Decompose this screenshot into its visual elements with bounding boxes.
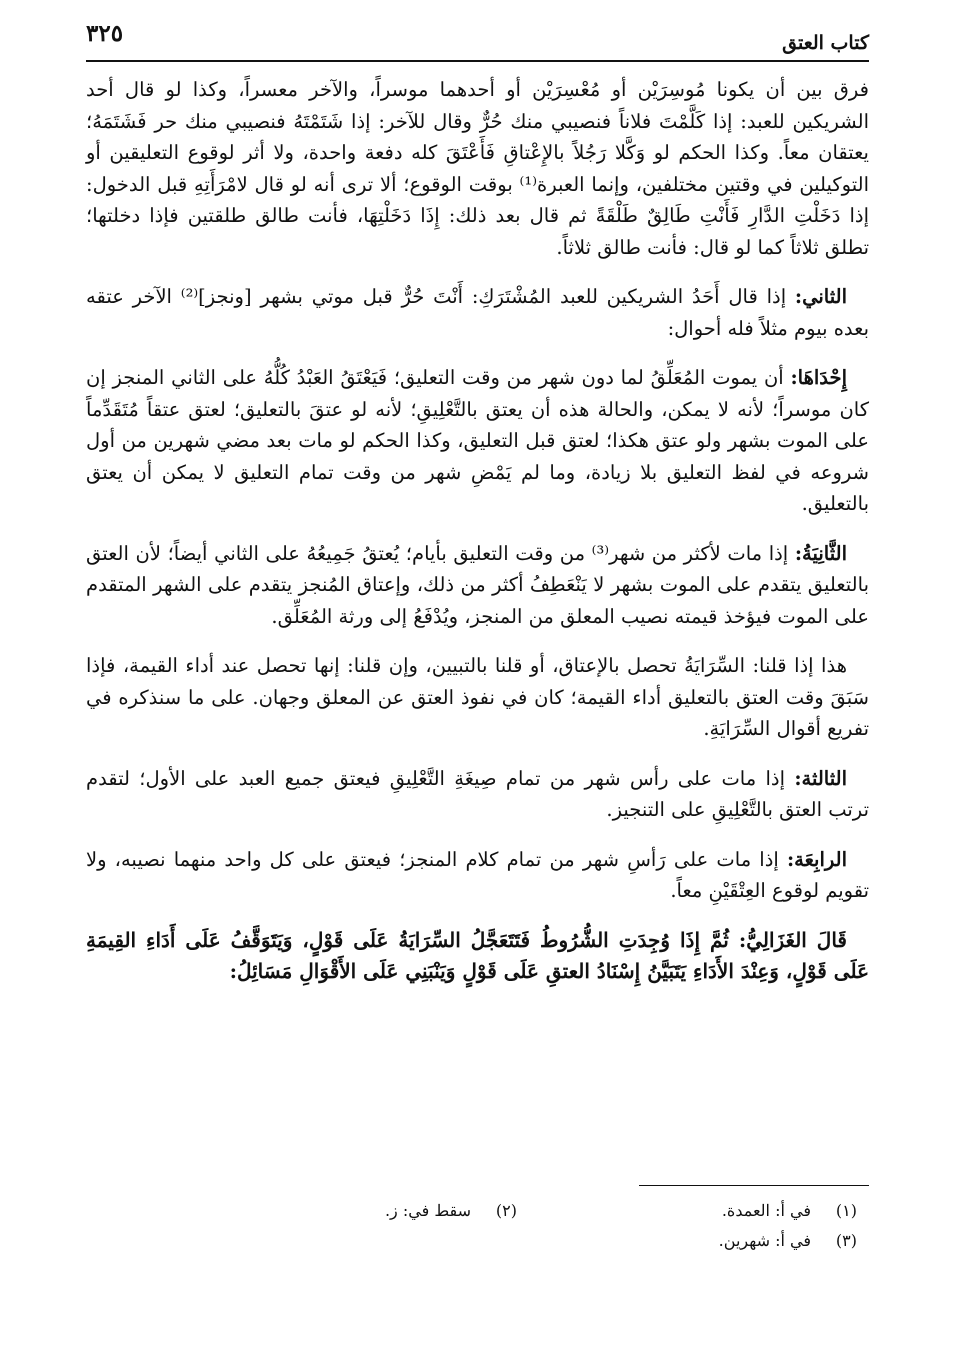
section-text: هذا إذا قلنا: السِّرَايَةُ تحصل بالإعتاق، أو قلنا بالتبيين، وإن قلنا: إنها تحصل عند أداء القيمة، فإذا سَبَقَ وقت العتق بالتعليق أداء القيمة؛ كان في نفوذ العتق عن المعلق وجهان. على ما سنذكره في تفريع أقوال السِّرَايَةِ. xyxy=(86,654,869,740)
footnotes xyxy=(86,1196,857,1256)
section-paragraph xyxy=(86,763,869,826)
footnote xyxy=(517,1196,857,1226)
footnote-text: في أ: شهرين. xyxy=(718,1231,811,1250)
footnote-row xyxy=(86,1196,857,1226)
footnote-text: في أ: العمدة. xyxy=(721,1201,811,1220)
section-paragraph xyxy=(86,650,869,745)
footnote-number: (٢) xyxy=(495,1201,517,1220)
section-heading: الثَّانِيَةُ: xyxy=(794,541,847,565)
section-paragraph xyxy=(86,538,869,633)
footnote-row xyxy=(86,1226,857,1256)
section-paragraph xyxy=(86,844,869,907)
section-heading: الثاني: xyxy=(794,285,847,308)
section-paragraph xyxy=(86,281,869,344)
footnote xyxy=(517,1226,857,1256)
main-text xyxy=(86,74,869,1006)
chapter-title: كتاب العتق xyxy=(782,32,869,54)
section-paragraph xyxy=(86,362,869,520)
footnote-text: سقط في: ز. xyxy=(384,1201,471,1220)
section-text: إذا مات على رأس شهر من تمام صِيغَةِ التَّعْلِيقِ فيعتق جميع العبد على الأول؛ لتقدم ترتب العتق بالتَّعْلِيقِ على التنجيز. xyxy=(86,766,869,821)
section-text: إذا قال أَحَدُ الشريكين للعبد المُشْتَرَكِ: أَنْتَ حُرٌّ قبل موتي بشهر [ونجز]⁽²⁾ الآخر عتقه بعده بيوم مثلاً فله أحوال: xyxy=(86,285,869,340)
section-heading: الثالثة: xyxy=(794,766,847,790)
footnote-number: (١) xyxy=(835,1201,857,1220)
section-heading: الرابِعَة: xyxy=(786,847,847,871)
page-number: ٣٢٥ xyxy=(86,20,124,47)
section-heading: إِحْدَاهَا: xyxy=(790,366,847,389)
ghazali-quote: قَالَ الغَزَالِيُّ: ثُمَّ إِذَا وُجِدَتِ الشُّرُوطُ فَتَتَعَجَّلُ السِّرَايَةُ عَلَى قَوْلٍ، وَيَتَوَقَّفُ عَلَى أَدَاءِ القِيمَةِ عَلَى قَوْلٍ، وَعِنْدَ الأَدَاءِ يَتَبَيَّنُ إِسْنَادُ العتقِ عَلَى قَوْلٍ وَيَنْبَنِي عَلَى الأَقْوَالِ مَسَائِلُ: xyxy=(86,927,869,983)
section-text: إذا مات على رَأسِ شهر من تمام كلام المنجز؛ فيعتق على كل واحد منهما نصيبه، ولا تقويم لوقوع العِتْقَيْنِ معاً. xyxy=(86,847,869,902)
paragraph: فرق بين أن يكونا مُوسِرَيْن أو مُعْسِرَيْن أو أحدهما موسراً، والآخر معسراً، وكذا لو قال أحد الشريكين للعبد: إذا كَلَّمْتَ فلاناً فنصيبي منك حُرٌّ وقال للآخر: إذا شَتَمْتَهُ فنصيبي منك حر فَشَتَمَهُ؛ يعتقان معاً. وكذا الحكم لو وَكَّلا رَجُلاً بالإِعْتاقِ فَأَعْتَقَ كله دفعة واحدة، ولا أثر لوقوع التعليقين أو التوكيلين في وقتين مختلفين، وإنما العبرة⁽¹⁾ بوقت الوقوع؛ ألا ترى أنه لو قال لامْرَأَتِهِ قبل الدخول: إذا دَخَلْتِ الدَّارِ فَأَنْتِ طَالِقٌ طَلْقَةً ثم قال بعد ذلك: إِذَا دَخَلْتِهَا، فأنت طالق طلقتين فإذا دخلتها؛ تطلق ثلاثاً كما لو قال: فأنت طالق ثلاثاً. xyxy=(86,78,869,259)
section-text: إذا مات لأكثر من شهر⁽³⁾ من وقت التعليق بأيام؛ يُعتقُ جَمِيعُهُ على الثاني أيضاً؛ لأن العتق بالتعليق يتقدم على الموت بشهر لا يَنْعَطِفُ أكثر من ذلك، وإعتاق المُنجز يتقدم على الشهر المتقدم على الموت فيؤخذ قيمته نصيب المعلق من المنجز، ويُدْفَعُ إلى ورثة المُعَلِّق. xyxy=(86,541,869,628)
section-text: أن يموت المُعَلِّقُ لما دون شهر من وقت التعليق؛ فَيَعْتَقُ العَبْدُ كُلُّهُ على الثاني المنجز إن كان موسراً؛ لأنه لا يمكن، والحالة هذه أن يعتق بالتَّعْلِيقِ؛ لأنه لو عتقَ بالتعليق؛ لعتق عتقاً مُتَقَدِّماً على الموت بشهر ولو عتق هكذا؛ لعتق قبل التعليق، وكذا الحكم لو مات بعد مضي شهرين من أول شروعه في لفظ التعليق بلا زيادة، وما لم يَمْضِ شهر من وقت تمام التعليق لا يمكن أن يعتق بالتعليق. xyxy=(86,366,869,515)
footnote-number: (٣) xyxy=(835,1231,857,1250)
running-header xyxy=(86,14,869,62)
footnote xyxy=(385,1196,517,1226)
footnote-divider xyxy=(639,1185,869,1186)
